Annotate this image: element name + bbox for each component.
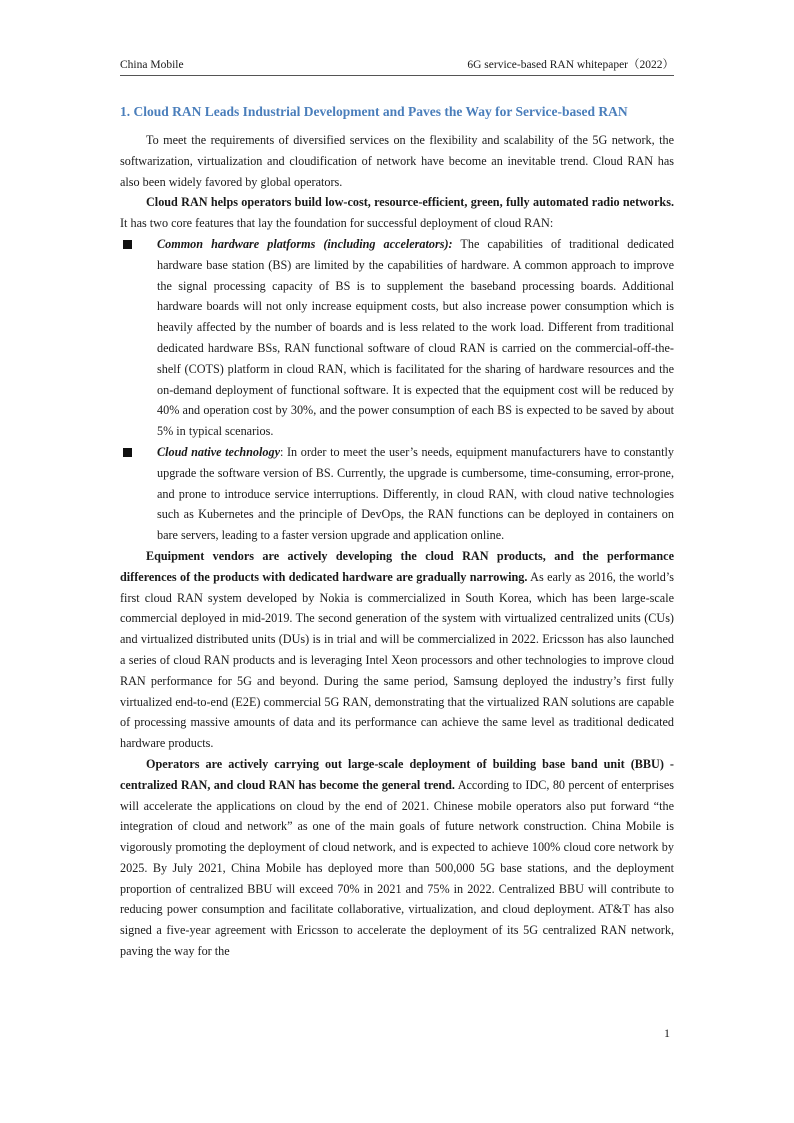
paragraph-body-text: According to IDC, 80 percent of enterprises will accelerate the applications on cloud by the end of 2021. Chinese mobile operators also put forward “the integration of cloud and network” as one of the main goals of future network construction. China Mobile is vigorously promoting the deployment of cloud network, and is expected to achieve 100% cloud core network by 2025. By July 2021, China Mobile has deployed more than 500,000 5G base stations, and the deployment proportion of centralized BBU will exceed 70% in 2021 and 75% in 2022. Centralized BBU will contribute to reducing power consumption and facilitate collaborative, virtualization, and cloud deployment. AT&T has also signed a five-year agreement with Ericsson to accelerate the deployment of its 5G centralized RAN network, paving the way for the (120, 777, 674, 959)
page-number: 1 (664, 1026, 670, 1040)
header-divider (120, 75, 674, 76)
paragraph-equipment-vendors (120, 546, 674, 754)
paragraph-body-text: As early as 2016, the world’s first cloud RAN system developed by Nokia is commercialized in South Korea, which has been large-scale commercial deployed in mid-2019. The second generation of the system with virtualized centralized units (CUs) and virtualized distributed units (DUs) is in trial and will be commercialized in 2022. Ericsson has also launched a series of cloud RAN products and is leveraging Intel Xeon processors and other technologies to improve cloud RAN performance for 5G and beyond. During the same period, Samsung deployed the industry’s first fully virtualized end-to-end (E2E) commercial 5G RAN, demonstrating that the virtualized RAN solutions are capable of processing massive amounts of data and its performance can achieve the same level as traditional dedicated hardware products. (120, 569, 674, 751)
paragraph-intro (120, 130, 674, 192)
paragraph-lead-bold: Cloud RAN helps operators build low-cost, resource-efficient, green, fully automated radio networks. (146, 195, 674, 210)
core-features-list (120, 234, 674, 546)
list-item-cloud-native (120, 442, 674, 546)
square-bullet-icon (123, 240, 132, 249)
paragraph-lead-bold: Operators are actively carrying out large-scale deployment of building base band unit (BBU) -centralized RAN, and cloud RAN has become the general trend. (120, 756, 674, 792)
header-organization: China Mobile (120, 59, 184, 71)
paragraph-lead-bold: Equipment vendors are actively developing the cloud RAN products, and the performance differences of the products with dedicated hardware are gradually narrowing. (120, 548, 674, 584)
list-item-text: : In order to meet the user’s needs, equipment manufacturers have to constantly upgrade the software version of BS. Currently, the upgrade is cumbersome, time-consuming, error-prone, and prone to introduce service interruptions. Differently, in cloud RAN, with cloud native technologies such as Kubernetes and the principle of DevOps, the RAN functions can be deployed in containers on bare servers, leading to a faster version upgrade and application online. (157, 444, 675, 543)
paragraph-operators (120, 754, 674, 962)
page-body (120, 100, 674, 962)
section-heading: 1. Cloud RAN Leads Industrial Development and Paves the Way for Service-based RAN (120, 104, 628, 119)
paragraph-intro-text: To meet the requirements of diversified services on the flexibility and scalability of the 5G network, the softwarization, virtualization and cloudification of network have become an inevitable trend. Cloud RAN has also been widely favored by global operators. (120, 133, 674, 189)
list-item-common-hardware (120, 234, 674, 442)
header-document-title: 6G service-based RAN whitepaper（2022） (467, 59, 674, 71)
list-item-text: The capabilities of traditional dedicated hardware base station (BS) are limited by the capabilities of hardware. A common approach to improve the signal processing capacity of BS is to supplement the baseband processing boards. Additional hardware boards will not only increase equipment costs, but also increase power consumption which is heavily affected by the number of boards and is less related to the work load. Different from traditional dedicated hardware BSs, RAN functional software of cloud RAN is carried on the commercial-off-the-shelf (COTS) platform in cloud RAN, which is facilitated for the sharing of hardware resources and the on-demand deployment of functional software. It is expected that the equipment cost will be reduced by 40% and operation cost by 30%, and the power consumption of each BS is expected to be saved by about 5% in typical scenarios. (157, 236, 674, 439)
list-item-title: Common hardware platforms (including accelerators): (157, 236, 453, 251)
square-bullet-icon (123, 448, 132, 457)
page-header (120, 58, 674, 74)
list-item-title: Cloud native technology (157, 444, 280, 459)
paragraph-cloud-ran-benefits (120, 192, 674, 234)
paragraph-body-text: It has two core features that lay the foundation for successful deployment of cloud RAN: (120, 216, 554, 231)
